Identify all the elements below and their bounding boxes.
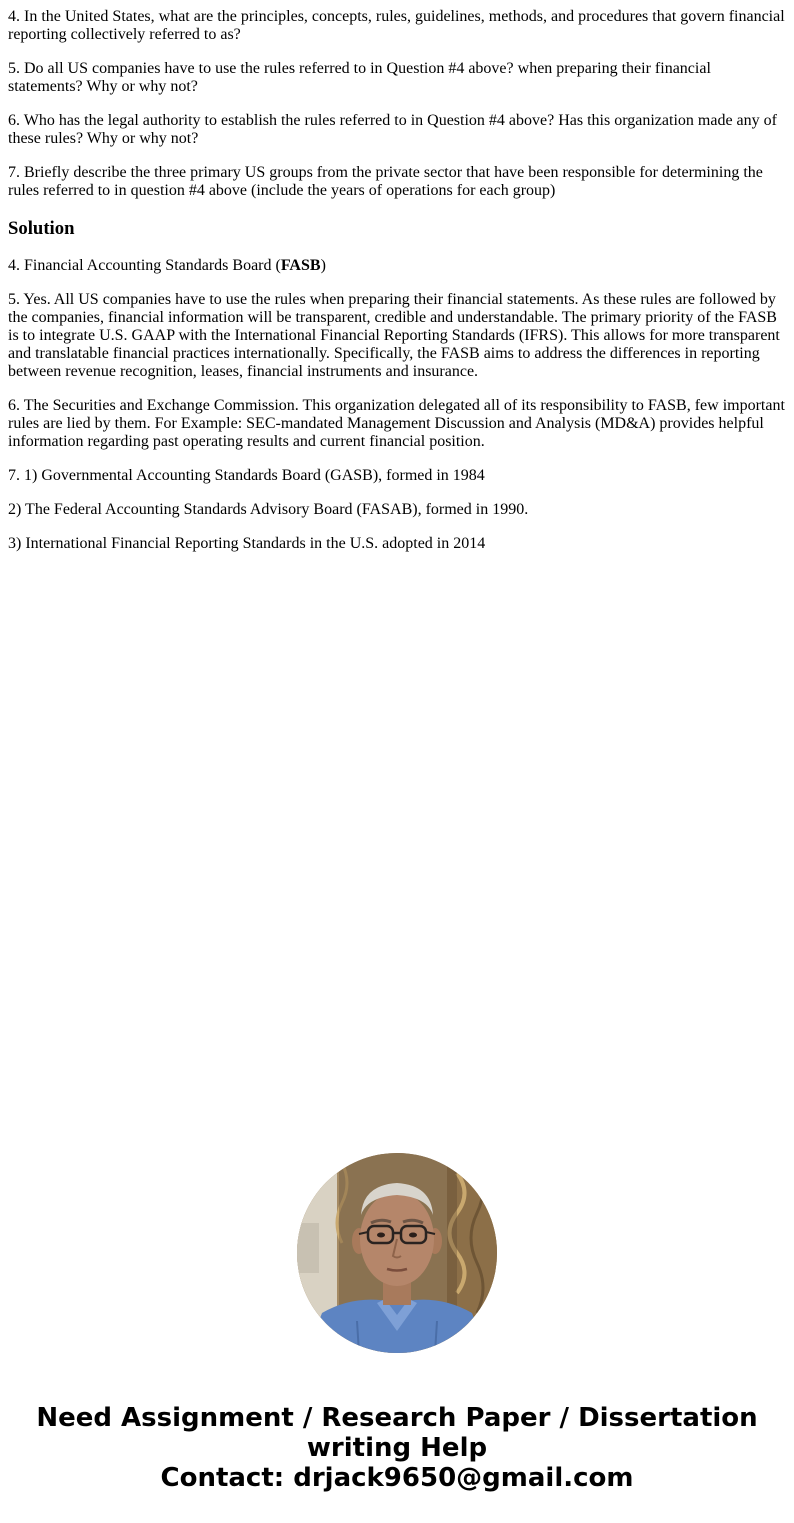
answer-7-item-1: 7. 1) Governmental Accounting Standards Board (GASB), formed in 1984 bbox=[8, 467, 485, 484]
banner-contact-line: Contact: drjack9650@gmail.com bbox=[160, 1463, 634, 1493]
solution-heading: Solution bbox=[8, 218, 75, 239]
question-4: 4. In the United States, what are the principles, concepts, rules, guidelines, methods, and procedures that govern financial reporting collectively referred to as? bbox=[8, 8, 785, 43]
banner-line-1: Need Assignment / Research Paper / Dissertation bbox=[36, 1403, 758, 1433]
answer-4-suffix: ) bbox=[320, 257, 326, 274]
answer-4-prefix: 4. Financial Accounting Standards Board ( bbox=[8, 257, 281, 274]
question-5: 5. Do all US companies have to use the rules referred to in Question #4 above? when preparing their financial statements? Why or why not? bbox=[8, 60, 711, 95]
answer-4-acronym: FASB bbox=[280, 257, 321, 274]
answer-6: 6. The Securities and Exchange Commission. This organization delegated all of its responsibility to FASB, few important rules are lied by them. For Example: SEC-mandated Management Discussion and Analysis (MD&A) provides helpful information regarding past operating results and current financial position. bbox=[8, 397, 785, 450]
answer-7-item-2: 2) The Federal Accounting Standards Advisory Board (FASAB), formed in 1990. bbox=[8, 501, 529, 518]
answer-7-item-3: 3) International Financial Reporting Standards in the U.S. adopted in 2014 bbox=[8, 535, 486, 552]
answer-4 bbox=[8, 257, 788, 275]
author-portrait-image bbox=[297, 1153, 497, 1353]
document-body bbox=[8, 8, 788, 569]
question-6: 6. Who has the legal authority to establish the rules referred to in Question #4 above? Has this organization made any of these rules? Why or why not? bbox=[8, 112, 777, 147]
author-avatar bbox=[297, 1153, 497, 1353]
answer-5: 5. Yes. All US companies have to use the rules when preparing their financial statements. As these rules are followed by the companies, financial information will be transparent, credible and understandable. The primary priority of the FASB is to integrate U.S. GAAP with the International Financial Reporting Standards (IFRS). This allows for more transparent and translatable financial practices internationally. Specifically, the FASB aims to address the differences in reporting between revenue recognition, leases, financial instruments and insurance. bbox=[8, 291, 780, 380]
banner-line-2: writing Help bbox=[306, 1433, 488, 1463]
contact-banner bbox=[0, 1403, 794, 1493]
question-7: 7. Briefly describe the three primary US groups from the private sector that have been responsible for determining the rules referred to in question #4 above (include the years of operations for each group) bbox=[8, 164, 763, 199]
